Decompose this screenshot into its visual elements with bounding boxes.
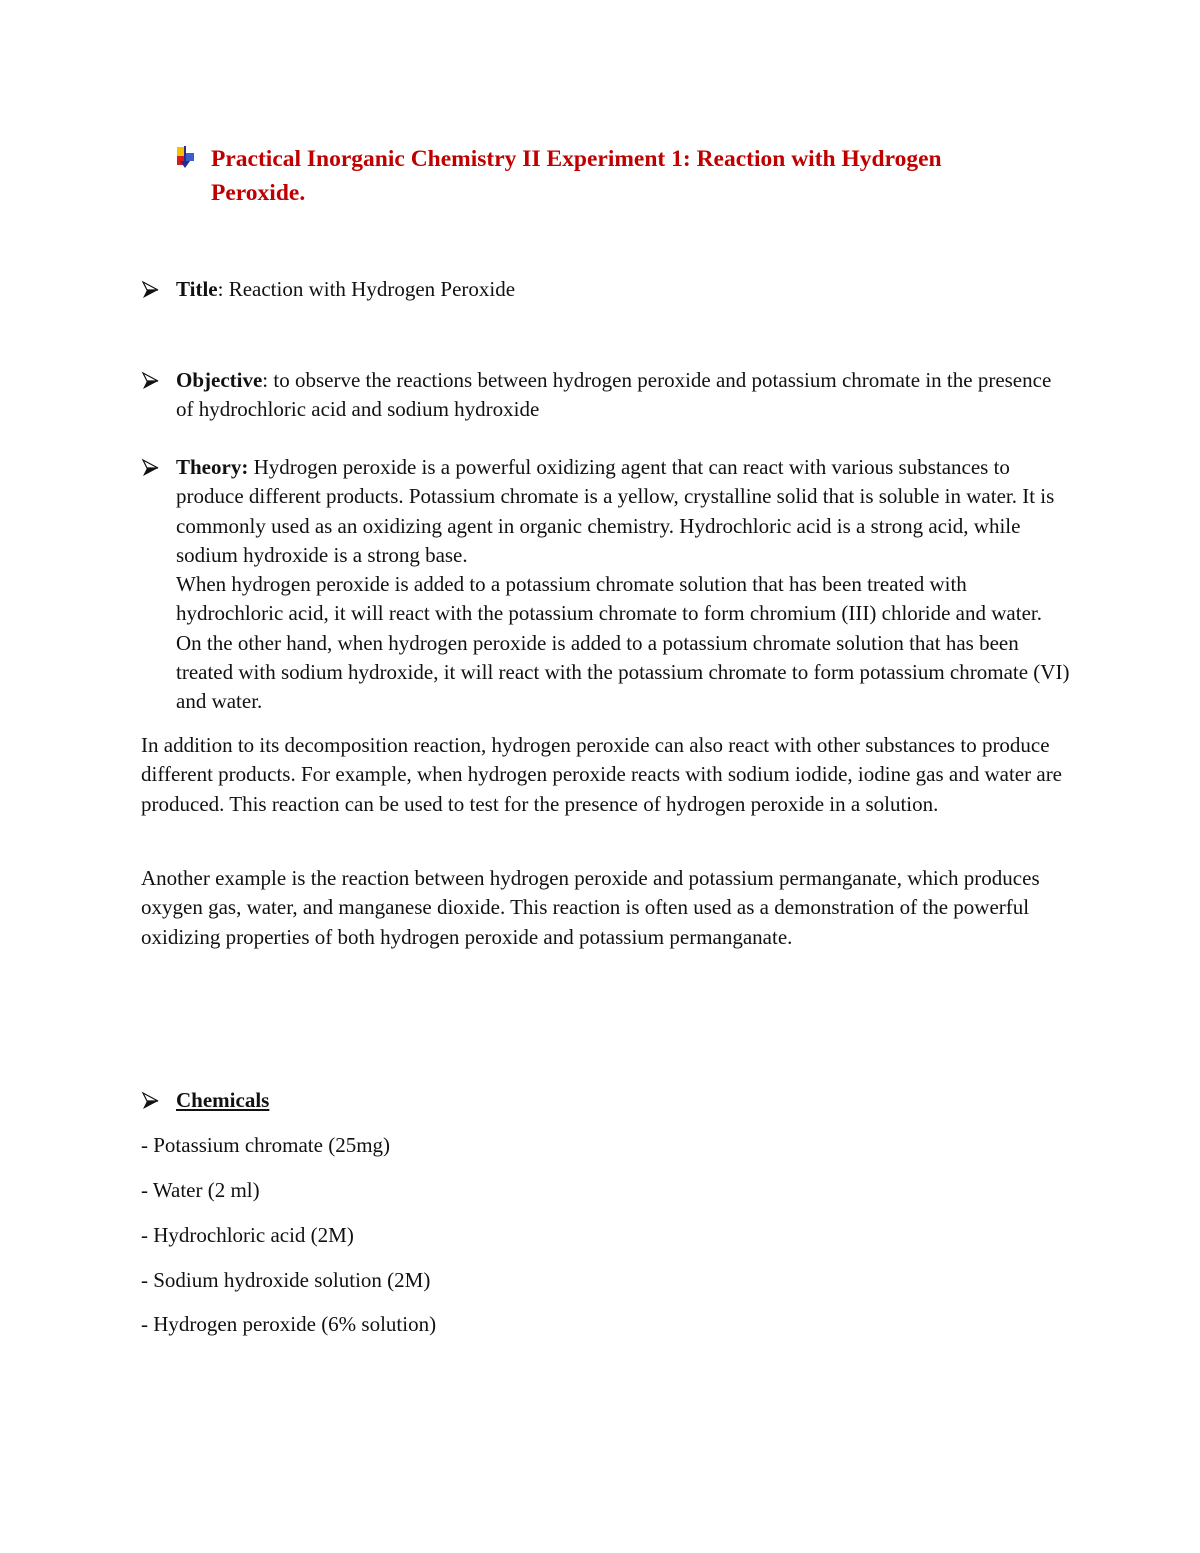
theory-paragraph-1-text: Hydrogen peroxide is a powerful oxidizing agent that can react with various substances to produce different products. Potassium chromate is a yellow, crystalline solid that is soluble in water. It is commonly used as an oxidizing agent in organic chemistry. Hydrochloric acid is a strong acid, while sodium hydroxide is a strong base. <box>176 455 1055 567</box>
chemical-item: - Hydrogen peroxide (6% solution) <box>141 1312 437 1336</box>
title-text <box>176 275 1071 304</box>
title-label: Title <box>176 277 218 301</box>
arrow-bullet-icon <box>141 1091 161 1111</box>
theory-paragraph-1 <box>176 453 1071 570</box>
chemical-item: - Hydrochloric acid (2M) <box>141 1223 354 1247</box>
chemicals-bullet <box>141 1086 1071 1115</box>
objective-text <box>176 366 1071 425</box>
chemical-item: - Potassium chromate (25mg) <box>141 1133 391 1157</box>
title-value: : Reaction with Hydrogen Peroxide <box>217 277 516 301</box>
page-title: Practical Inorganic Chemistry II Experiment 1: Reaction with Hydrogen Peroxide. <box>211 146 942 206</box>
objective-label: Objective <box>176 368 263 392</box>
theory-bullet <box>141 453 1071 717</box>
theory-text <box>176 453 1071 717</box>
arrow-bullet-icon <box>141 458 161 478</box>
theory-label: Theory: <box>176 455 249 479</box>
theory-paragraph-2: When hydrogen peroxide is added to a potassium chromate solution that has been treated with hydrochloric acid, it will react with the potassium chromate to form chromium (III) chloride and water. On the other hand, when hydrogen peroxide is added to a potassium chromate solution that has been treated with sodium hydroxide, it will react with the potassium chromate to form potassium chromate (VI) and water. <box>176 572 1070 714</box>
chemical-item: - Sodium hydroxide solution (2M) <box>141 1268 431 1292</box>
body-paragraph-2: Another example is the reaction between hydrogen peroxide and potassium permanganate, which produces oxygen gas, water, and manganese dioxide. This reaction is often used as a demonstration of the powerful oxidizing properties of both hydrogen peroxide and potassium permanganate. <box>141 866 1040 949</box>
document-heading <box>174 142 994 210</box>
title-bullet <box>141 275 1071 304</box>
arrow-bullet-icon <box>141 280 161 300</box>
objective-value: : to observe the reactions between hydrogen peroxide and potassium chromate in the presence of hydrochloric acid and sodium hydroxide <box>176 368 1052 422</box>
bullet-arrow-icon <box>174 145 196 169</box>
chemical-item: - Water (2 ml) <box>141 1178 260 1202</box>
objective-bullet <box>141 366 1071 425</box>
chemicals-heading: Chemicals <box>176 1088 270 1112</box>
body-paragraph-1: In addition to its decomposition reaction, hydrogen peroxide can also react with other substances to produce different products. For example, when hydrogen peroxide reacts with sodium iodide, iodine gas and water are produced. This reaction can be used to test for the presence of hydrogen peroxide in a solution. <box>141 733 1063 816</box>
arrow-bullet-icon <box>141 371 161 391</box>
